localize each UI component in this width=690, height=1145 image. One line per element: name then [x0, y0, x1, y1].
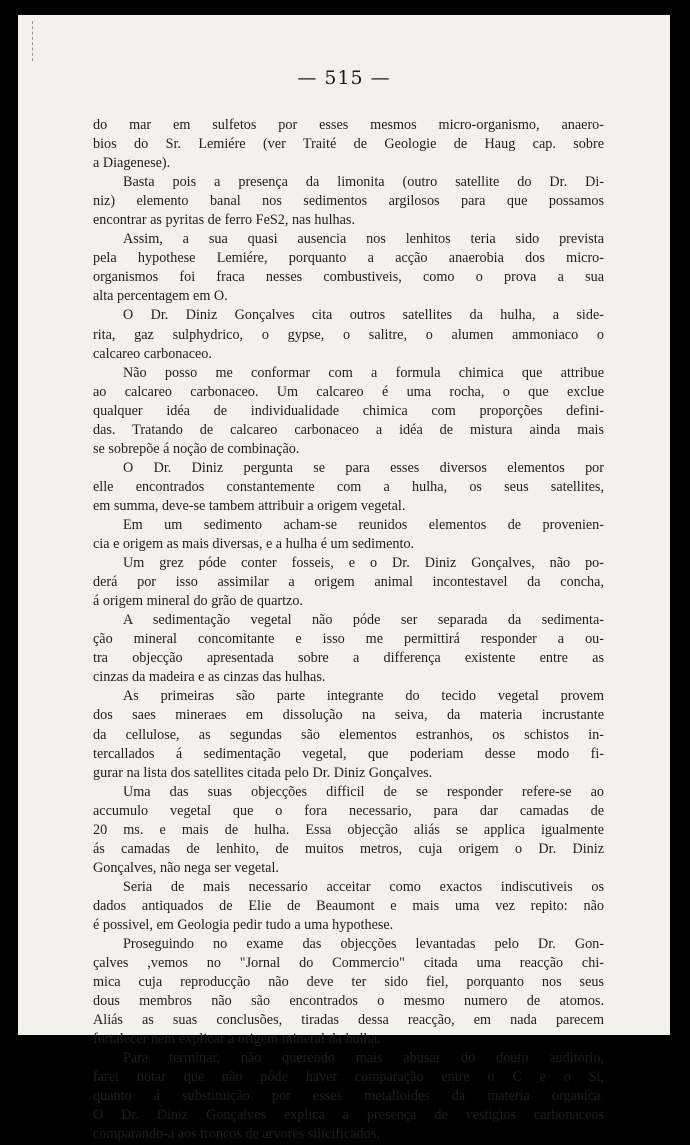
text-line: se sobrepõe á noção de combinação.	[93, 440, 300, 457]
text-line: derá por isso assimilar a origem animal incontestavel da concha,	[93, 574, 604, 591]
text-line: Aliás as suas conclusões, tiradas dessa reacção, em nada parecem	[93, 1012, 604, 1029]
text-line: quanto á substituição por esses metalloides da materia organica.	[93, 1088, 604, 1105]
text-line: Proseguindo no exame das objecções levantadas pelo Dr. Gon-	[123, 936, 604, 953]
text-line: bios do Sr. Lemiére (ver Traité de Geologie de Haug cap. sobre	[93, 136, 604, 153]
text-line: organismos foi fraca nesses combustiveis, como o prova a sua	[93, 269, 604, 286]
text-line: qualquer idéa de individualidade chimica com proporções defini-	[93, 402, 604, 419]
text-line: Não posso me conformar com a formula chimica que attribue	[123, 364, 604, 381]
text-line: dados antiquados de Elie de Beaumont e mais uma vez repito: não	[93, 897, 604, 914]
text-line: tra objecção apresentada sobre a differença existente entre as	[93, 650, 604, 667]
book-page	[18, 15, 670, 1143]
text-line: A sedimentação vegetal não póde ser separada da sedimenta-	[123, 612, 604, 629]
text-line: a Diagenese).	[93, 155, 171, 172]
text-line: 20 ms. e mais de hulha. Essa objecção aliás se applica igualmente	[93, 821, 604, 838]
text-line: accumulo vegetal que o fora necessario, para dar camadas de	[93, 802, 604, 819]
text-line: pela hypothese Lemiére, porquanto a acção anaerobia dos micro-	[93, 250, 604, 267]
text-line: cia e origem as mais diversas, e a hulha é um sedimento.	[93, 536, 415, 553]
body-text	[93, 116, 604, 1145]
text-line: Seria de mais necessario acceitar como exactos indiscutiveis os	[123, 878, 604, 895]
text-line: das. Tratando de calcareo carbonaceo a idéa de mistura ainda mais	[93, 421, 604, 438]
text-line: mica cuja reproducção não deve ter sido fiel, porquanto nos seus	[93, 974, 604, 991]
text-line: Uma das suas objecções difficil de se responder refere-se ao	[123, 783, 604, 800]
text-line: fortalecer nem explicar a origem mineral da hulha.	[93, 1031, 381, 1048]
text-line: farei notar que não póde haver comparação entre o C e o Si,	[93, 1069, 604, 1086]
text-line: Basta pois a presença da limonita (outro satellite do Dr. Di-	[123, 174, 604, 191]
text-line: tercallados á sedimentação vegetal, que poderiam desse modo fi-	[93, 745, 604, 762]
text-line: Em um sedimento acham-se reunidos elementos de provenien-	[123, 516, 604, 533]
text-line: Assim, a sua quasi ausencia nos lenhitos teria sido prevista	[123, 231, 604, 248]
text-line: O Dr. Diniz Gonçalves cita outros satellites da hulha, a side-	[123, 307, 604, 324]
text-line: ção mineral concomitante e isso me permittirá responder a ou-	[93, 631, 604, 648]
text-line: á origem mineral do grão de quartzo.	[93, 593, 303, 610]
text-line: O Dr. Diniz Gonçalves explica a presença de vestigios carbonaceos	[93, 1107, 604, 1124]
text-line: çalves ,vemos no "Jornal do Commercio" citada uma reacção chi-	[93, 955, 604, 972]
text-line: Para terminar, não querendo mais abusar do douto auditorio,	[123, 1050, 604, 1067]
text-line: em summa, deve-se tambem attribuir a origem vegetal.	[93, 497, 406, 514]
text-line: Gonçalves, não nega ser vegetal.	[93, 859, 279, 876]
text-line: cinzas da madeira e as cinzas das hulhas.	[93, 669, 326, 686]
text-line: As primeiras são parte integrante do tecido vegetal provem	[123, 688, 604, 705]
text-line: comparando-a aos troncos de arvores silicificados.	[93, 1126, 380, 1143]
text-line: niz) elemento banal nos sedimentos argilosos para que possamos	[93, 193, 604, 210]
text-line: calcareo carbonaceo.	[93, 345, 212, 362]
text-line: Um grez póde conter fosseis, e o Dr. Diniz Gonçalves, não po-	[123, 555, 604, 572]
text-line: ao calcareo carbonaceo. Um calcareo é uma rocha, o que exclue	[93, 383, 604, 400]
text-line: elle encontrados constantemente com a hulha, os seus satellites,	[93, 478, 604, 495]
text-line: rita, gaz sulphydrico, o gypse, o salitre, o alumen ammoniaco o	[93, 326, 604, 343]
text-line: O Dr. Diniz pergunta se para esses diversos elementos por	[123, 459, 604, 476]
text-line: dos saes mineraes em dissolução na seiva, da materia incrustante	[93, 707, 604, 724]
text-line: gurar na lista dos satellites citada pelo Dr. Diniz Gonçalves.	[93, 764, 433, 781]
text-line: da cellulose, as segundas são elementos estranhos, os schistos in-	[93, 726, 604, 743]
text-line: alta percentagem em O.	[93, 288, 228, 305]
text-line: é possivel, em Geologia pedir tudo a uma hypothese.	[93, 916, 394, 933]
page-number: — 515 —	[297, 67, 391, 89]
text-line: do mar em sulfetos por esses mesmos micro-organismo, anaero-	[93, 117, 604, 133]
margin-scan-marks	[32, 21, 37, 61]
text-line: encontrar as pyritas de ferro FeS2, nas hulhas.	[93, 212, 355, 229]
text-line: dous membros não são encontrados o mesmo numero de atomos.	[93, 993, 604, 1010]
text-line: ás camadas de lenhito, de muitos metros, cuja origem o Dr. Diniz	[93, 840, 604, 857]
